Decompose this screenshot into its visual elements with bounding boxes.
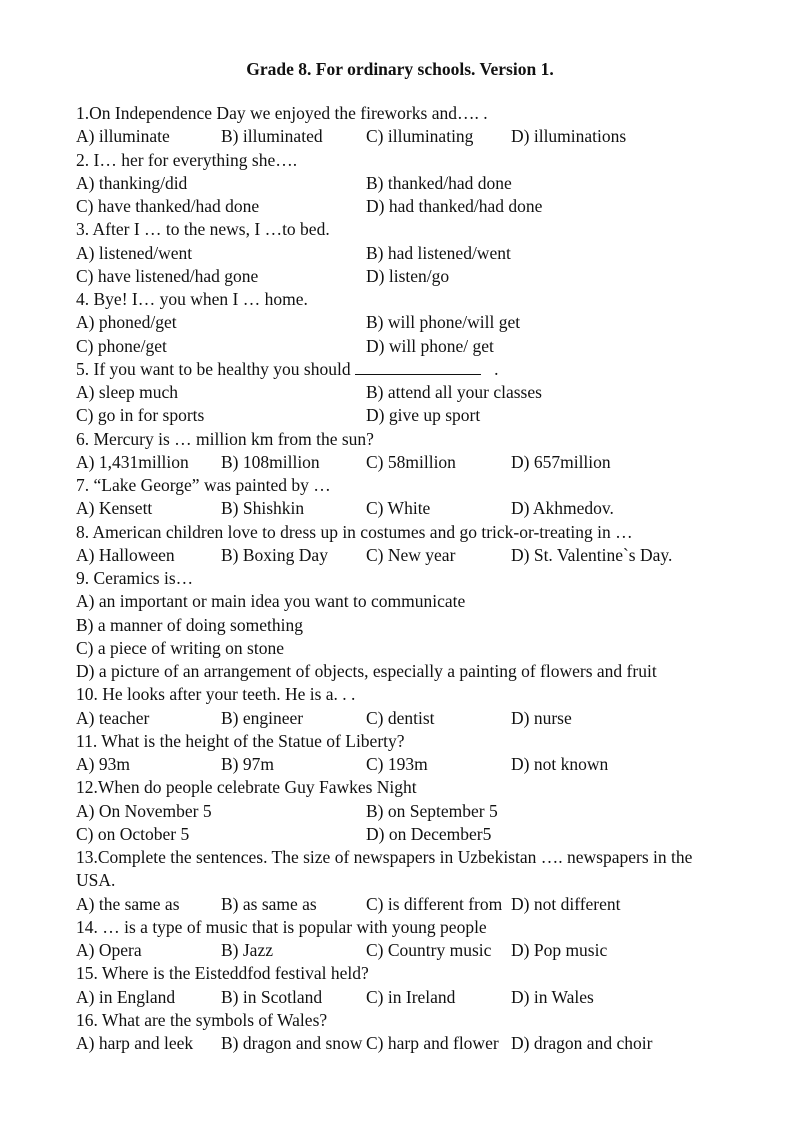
question-13-stem-continued: USA. xyxy=(76,870,116,891)
question-8-option-c[interactable]: C) New year xyxy=(366,544,456,565)
question-1-option-d[interactable]: D) illuminations xyxy=(511,126,627,147)
question-11-option-a[interactable]: A) 93m xyxy=(76,754,130,774)
question-14-text: 14. … is a type of music that is popular with young people xyxy=(76,916,487,937)
question-15-text: 15. Where is the Eisteddfod festival held? xyxy=(76,963,369,984)
question-8-option-a[interactable]: A) Halloween xyxy=(76,544,175,565)
question-12-option-c[interactable]: C) on October 5 xyxy=(76,823,190,844)
question-11-text: 11. What is the height of the Statue of Liberty? xyxy=(76,730,405,751)
question-9-stem xyxy=(76,567,756,590)
question-13-option-c[interactable]: C) is different from xyxy=(366,893,503,914)
question-9-option-a[interactable]: A) an important or main idea you want to communicate xyxy=(76,591,466,612)
question-6-options xyxy=(76,451,756,474)
question-1-option-c[interactable]: C) illuminating xyxy=(366,126,474,147)
question-10-option-c[interactable]: C) dentist xyxy=(366,707,435,728)
question-14-option-a[interactable]: A) Opera xyxy=(76,940,142,960)
question-6-option-c[interactable]: C) 58million xyxy=(366,451,456,472)
question-list xyxy=(76,102,756,1055)
question-16-stem xyxy=(76,1009,756,1032)
question-9-option-b[interactable]: B) a manner of doing something xyxy=(76,614,303,635)
question-2-text: 2. I… her for everything she…. xyxy=(76,149,298,170)
question-16-option-b[interactable]: B) dragon and snow xyxy=(221,1033,363,1053)
question-5-options-row-2 xyxy=(76,404,756,427)
question-10-stem xyxy=(76,683,756,706)
question-1-option-a[interactable]: A) illuminate xyxy=(76,126,170,147)
question-14-option-c[interactable]: C) Country music xyxy=(366,940,492,960)
question-4-stem xyxy=(76,288,756,311)
question-8-text: 8. American children love to dress up in costumes and go trick-or-treating in … xyxy=(76,521,633,542)
question-1-option-b[interactable]: B) illuminated xyxy=(221,126,323,147)
question-3-text: 3. After I … to the news, I …to bed. xyxy=(76,219,330,240)
question-8-stem xyxy=(76,521,756,544)
question-1-text: 1.On Independence Day we enjoyed the fireworks and…. . xyxy=(76,103,488,123)
question-15-options xyxy=(76,986,756,1009)
question-6-option-a[interactable]: A) 1,431million xyxy=(76,451,189,472)
question-14-stem xyxy=(76,916,756,939)
question-7-option-d[interactable]: D) Akhmedov. xyxy=(511,498,614,519)
question-10-options xyxy=(76,707,756,730)
question-9-option-c[interactable]: C) a piece of writing on stone xyxy=(76,637,285,658)
question-6-text: 6. Mercury is … million km from the sun? xyxy=(76,428,374,449)
question-4-options-row-2 xyxy=(76,335,756,358)
question-15-option-c[interactable]: C) in Ireland xyxy=(366,986,456,1007)
question-16-option-c[interactable]: C) harp and flower xyxy=(366,1033,499,1053)
question-4-option-a[interactable]: A) phoned/get xyxy=(76,312,177,333)
question-15-stem xyxy=(76,962,756,985)
question-3-option-a[interactable]: A) listened/went xyxy=(76,242,193,263)
question-3-options-row-2 xyxy=(76,265,756,288)
question-4-option-d[interactable]: D) will phone/ get xyxy=(366,335,494,356)
question-6-stem xyxy=(76,428,756,451)
question-2-option-a[interactable]: A) thanking/did xyxy=(76,172,188,193)
question-2-options-row-1 xyxy=(76,172,756,195)
question-11-option-d[interactable]: D) not known xyxy=(511,754,609,774)
question-2-option-c[interactable]: C) have thanked/had done xyxy=(76,196,260,216)
question-2-option-d[interactable]: D) had thanked/had done xyxy=(366,196,543,216)
question-3-option-c[interactable]: C) have listened/had gone xyxy=(76,265,259,286)
question-11-stem xyxy=(76,730,756,753)
question-5-options-row-1 xyxy=(76,381,756,404)
question-12-options-row-1 xyxy=(76,800,756,823)
question-3-options-row-1 xyxy=(76,242,756,265)
question-2-stem xyxy=(76,149,756,172)
question-9-option-d[interactable]: D) a picture of an arrangement of objects, especially a painting of flowers and fruit xyxy=(76,661,657,681)
question-5-stem xyxy=(76,358,756,381)
question-3-stem xyxy=(76,218,756,241)
question-7-stem xyxy=(76,474,756,497)
question-4-option-b[interactable]: B) will phone/will get xyxy=(366,312,521,333)
question-5-text: 5. If you want to be healthy you should xyxy=(76,358,351,379)
question-8-option-d[interactable]: D) St. Valentine`s Day. xyxy=(511,544,673,565)
question-4-options-row-1 xyxy=(76,311,756,334)
question-6-option-b[interactable]: B) 108million xyxy=(221,451,320,472)
question-11-option-c[interactable]: C) 193m xyxy=(366,754,428,774)
question-13-stem xyxy=(76,846,756,869)
question-10-option-a[interactable]: A) teacher xyxy=(76,707,150,728)
page-title: Grade 8. For ordinary schools. Version 1. xyxy=(246,59,554,79)
question-5-blank xyxy=(355,359,481,375)
question-12-option-d[interactable]: D) on December5 xyxy=(366,823,492,844)
question-12-text: 12.When do people celebrate Guy Fawkes Night xyxy=(76,777,417,798)
question-4-option-c[interactable]: C) phone/get xyxy=(76,335,167,356)
question-14-options xyxy=(76,939,756,962)
question-4-text: 4. Bye! I… you when I … home. xyxy=(76,289,308,309)
question-12-options-row-2 xyxy=(76,823,756,846)
question-13-option-a[interactable]: A) the same as xyxy=(76,893,180,914)
question-10-text: 10. He looks after your teeth. He is a. . . xyxy=(76,684,356,705)
question-2-option-b[interactable]: B) thanked/had done xyxy=(366,172,512,193)
question-8-option-b[interactable]: B) Boxing Day xyxy=(221,544,328,565)
question-1-options xyxy=(76,125,756,148)
question-16-text: 16. What are the symbols of Wales? xyxy=(76,1009,328,1030)
question-13-option-d[interactable]: D) not different xyxy=(511,893,621,914)
question-15-option-b[interactable]: B) in Scotland xyxy=(221,986,323,1007)
question-5-option-a[interactable]: A) sleep much xyxy=(76,382,179,402)
question-14-option-b[interactable]: B) Jazz xyxy=(221,940,273,960)
question-16-option-a[interactable]: A) harp and leek xyxy=(76,1033,194,1053)
question-11-option-b[interactable]: B) 97m xyxy=(221,754,274,774)
question-5-end: . xyxy=(494,358,499,379)
question-10-option-d[interactable]: D) nurse xyxy=(511,707,572,728)
question-12-stem xyxy=(76,776,756,799)
question-7-text: 7. “Lake George” was painted by … xyxy=(76,475,331,495)
question-5-option-c[interactable]: C) go in for sports xyxy=(76,405,205,426)
question-16-option-d[interactable]: D) dragon and choir xyxy=(511,1033,653,1053)
question-14-option-d[interactable]: D) Pop music xyxy=(511,940,608,960)
question-7-option-b[interactable]: B) Shishkin xyxy=(221,498,305,519)
question-7-options xyxy=(76,497,756,520)
question-12-option-a[interactable]: A) On November 5 xyxy=(76,800,212,821)
question-6-option-d[interactable]: D) 657million xyxy=(511,451,611,472)
question-11-options xyxy=(76,753,756,776)
question-7-option-c[interactable]: C) White xyxy=(366,498,431,519)
question-12-option-b[interactable]: B) on September 5 xyxy=(366,800,498,821)
question-8-options xyxy=(76,544,756,567)
question-15-option-a[interactable]: A) in England xyxy=(76,986,176,1007)
question-1-stem xyxy=(76,102,756,125)
question-3-option-b[interactable]: B) had listened/went xyxy=(366,242,511,263)
question-16-options xyxy=(76,1032,756,1055)
question-9-text: 9. Ceramics is… xyxy=(76,568,194,588)
question-7-option-a[interactable]: A) Kensett xyxy=(76,498,153,519)
question-13-option-b[interactable]: B) as same as xyxy=(221,893,317,914)
question-5-option-d[interactable]: D) give up sport xyxy=(366,405,481,426)
question-3-option-d[interactable]: D) listen/go xyxy=(366,265,450,286)
question-13-text: 13.Complete the sentences. The size of newspapers in Uzbekistan …. newspapers in the xyxy=(76,847,693,867)
question-13-options xyxy=(76,893,756,916)
question-10-option-b[interactable]: B) engineer xyxy=(221,707,304,728)
question-15-option-d[interactable]: D) in Wales xyxy=(511,986,594,1007)
question-5-option-b[interactable]: B) attend all your classes xyxy=(366,382,542,402)
question-2-options-row-2 xyxy=(76,195,756,218)
